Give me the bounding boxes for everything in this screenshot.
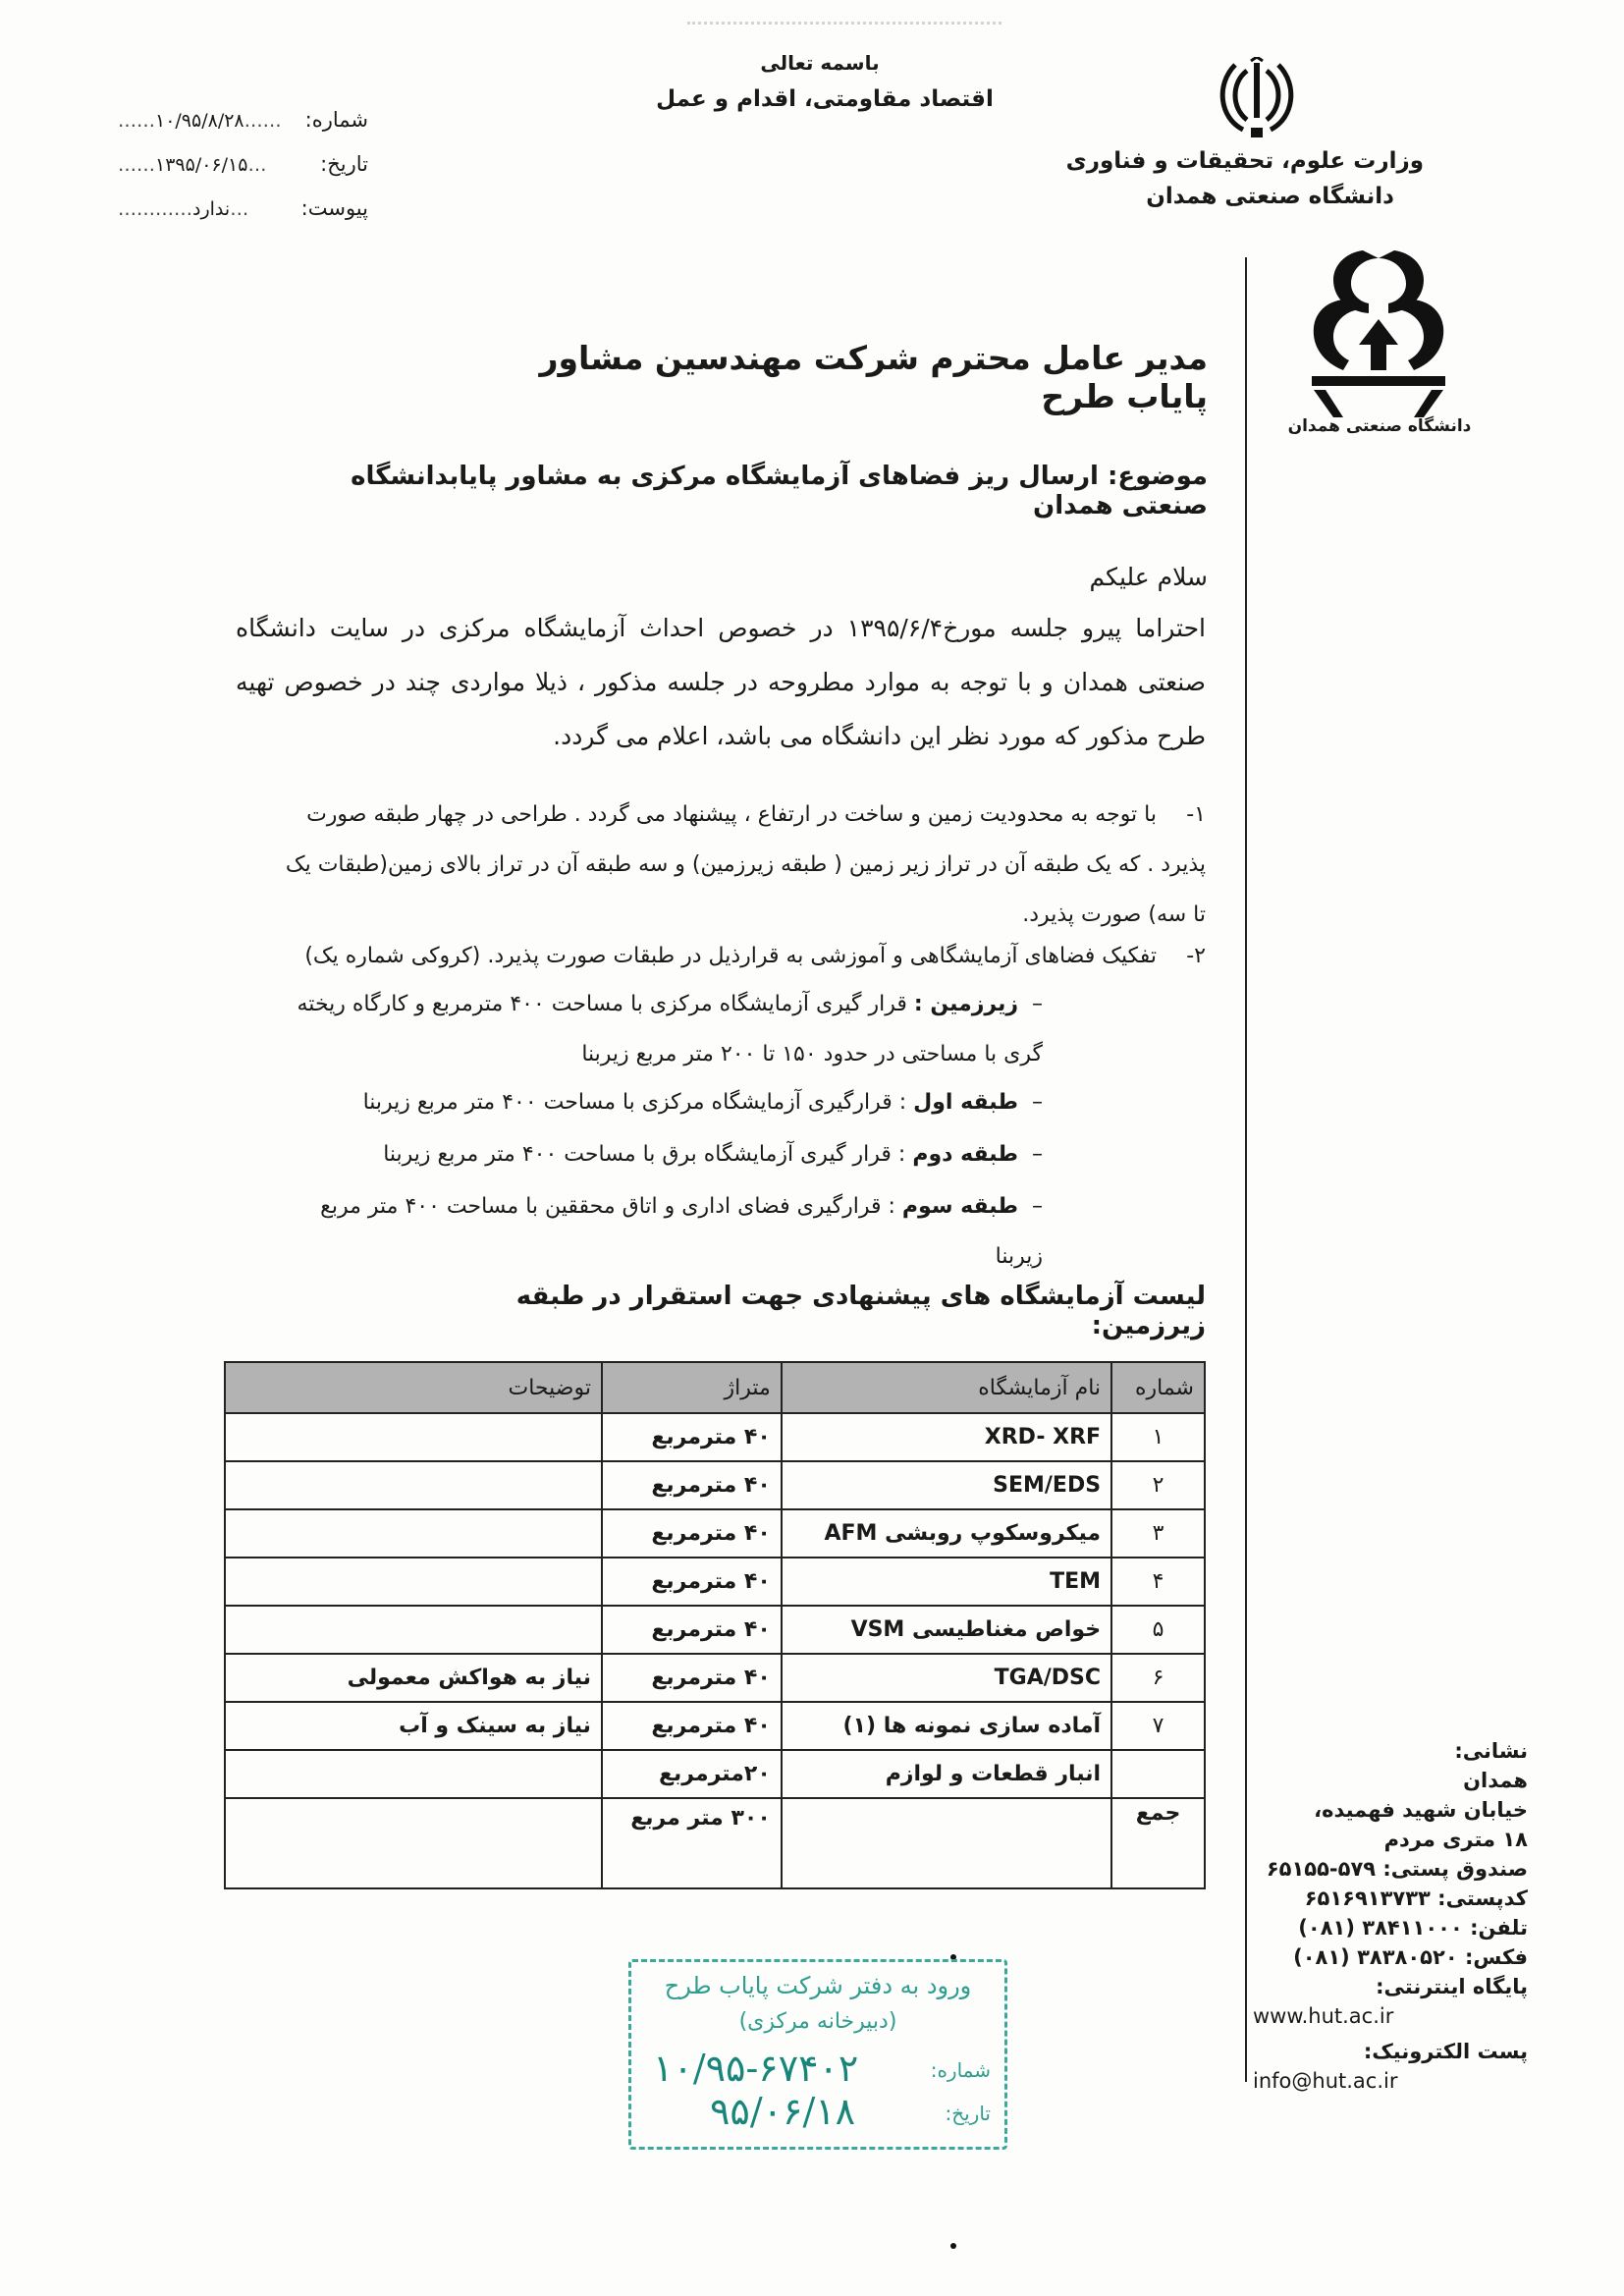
table-row bbox=[225, 1461, 1205, 1509]
ministry-block bbox=[1031, 143, 1424, 214]
address-email-label: پست الکترونیک: bbox=[1363, 2040, 1528, 2063]
lab-area: ۴۰ مترمربع bbox=[602, 1413, 782, 1461]
meta-attachment-value: ندارد bbox=[192, 198, 231, 220]
bismillah: باسمه تعالی bbox=[760, 51, 880, 75]
logo-caption: دانشگاه صنعتی همدان bbox=[1287, 416, 1472, 436]
row-number: ۷ bbox=[1111, 1702, 1205, 1750]
lab-area: ۴۰ مترمربع bbox=[602, 1654, 782, 1702]
lab-table bbox=[224, 1361, 1206, 1889]
body-paragraph: احتراما پیرو جلسه مورخ۱۳۹۵/۶/۴ در خصوص احداث آزمایشگاه مرکزی در سایت دانشگاه صنعتی همدان و با توجه به موارد مطروحه در جلسه مذکور ، ذیلا مواردی چند در خصوص تهیه طرح مذکور که مورد نظر این دانشگاه می باشد، اعلام می گردد. bbox=[236, 614, 1207, 750]
list-item-2 bbox=[285, 931, 1206, 981]
stamp-line2: (دبیرخانه مرکزی) bbox=[738, 2009, 897, 2034]
stamp-number-label: شماره: bbox=[930, 2058, 991, 2082]
meta-date-label: تاریخ: bbox=[320, 152, 368, 176]
lab-notes: نیاز به سینک و آب bbox=[225, 1702, 602, 1750]
scan-speck bbox=[950, 2243, 956, 2249]
item-1-number: ۱- bbox=[1186, 802, 1206, 827]
meta-number: شماره: ……۱۰/۹۵/۸/۲۸…… bbox=[118, 98, 368, 142]
lab-name: XRD- XRF bbox=[782, 1413, 1111, 1461]
row-number: ۱ bbox=[1111, 1413, 1205, 1461]
greeting: سلام علیکم bbox=[1089, 563, 1208, 591]
item-1-text: با توجه به محدودیت زمین و ساخت در ارتفاع ، پیشنهاد می گردد . طراحی در چهار طبقه صورت پذیرد . که یک طبقه آن در تراز زیر زمین ( طبقه زیرزمین) و سه طبقه آن در تراز بالای زمین(طبقات یک تا سه) صورت پذیرد. bbox=[285, 802, 1206, 927]
lab-name: آماده سازی نمونه ها (۱) bbox=[782, 1702, 1111, 1750]
address-street: خیابان شهید فهمیده، bbox=[1314, 1798, 1528, 1822]
lab-name: TEM bbox=[782, 1558, 1111, 1606]
total-empty-cell bbox=[225, 1798, 602, 1888]
list-title: لیست آزمایشگاه های پیشنهادی جهت استقرار در طبقه زیرزمین: bbox=[515, 1282, 1206, 1340]
meta-attachment-label: پیوست: bbox=[300, 196, 368, 220]
row-number: ۳ bbox=[1111, 1509, 1205, 1558]
floor-item: – طبقه اول : قرارگیری آزمایشگاه مرکزی با مساحت ۴۰۰ متر مربع زیربنا bbox=[362, 1090, 1043, 1115]
ministry-name: وزارت علوم، تحقیقات و فناوری bbox=[1065, 148, 1424, 174]
university-name: دانشگاه صنعتی همدان bbox=[1146, 184, 1394, 209]
header-cell: شماره bbox=[1111, 1362, 1205, 1413]
address-web-label: پایگاه اینترنتی: bbox=[1376, 1975, 1528, 1998]
lab-area: ۲۰مترمربع bbox=[602, 1750, 782, 1798]
floor-label: طبقه دوم bbox=[912, 1142, 1018, 1167]
row-number bbox=[1111, 1750, 1205, 1798]
table-row bbox=[225, 1750, 1205, 1798]
row-number: ۴ bbox=[1111, 1558, 1205, 1606]
meta-number-label: شماره: bbox=[304, 108, 368, 132]
table-row bbox=[225, 1702, 1205, 1750]
lab-name: TGA/DSC bbox=[782, 1654, 1111, 1702]
meta-date: تاریخ: ……۱۳۹۵/۰۶/۱۵… bbox=[118, 142, 368, 187]
total-value: ۳۰۰ متر مربع bbox=[602, 1798, 782, 1888]
floor-text: قرار گیری آزمایشگاه مرکزی با مساحت ۴۰۰ مترمربع و کارگاه ریخته گری با مساحتی در حدود ۱۵۰ تا ۲۰۰ متر مربع زیربنا bbox=[297, 992, 1043, 1066]
header-cell: نام آزمایشگاه bbox=[782, 1362, 1111, 1413]
address-postcode: کدپستی: ۶۵۱۶۹۱۳۷۳۳ bbox=[1304, 1886, 1528, 1910]
meta-number-value: ۱۰/۹۵/۸/۲۸ bbox=[155, 110, 244, 132]
floor-item: – طبقه سوم : قرارگیری فضای اداری و اتاق محققین با مساحت ۴۰۰ متر مربع زیربنا bbox=[320, 1194, 1043, 1269]
table-total-row bbox=[225, 1798, 1205, 1888]
table-header-row bbox=[225, 1362, 1205, 1413]
lab-notes bbox=[225, 1413, 602, 1461]
row-number: ۶ bbox=[1111, 1654, 1205, 1702]
item-2-text: تفکیک فضاهای آزمایشگاهی و آموزشی به قرارذیل در طبقات صورت پذیرد. (کروکی شماره یک) bbox=[304, 944, 1157, 968]
floor-item: – طبقه دوم : قرار گیری آزمایشگاه برق با مساحت ۴۰۰ متر مربع زیربنا bbox=[383, 1142, 1043, 1167]
address-fax: فکس: ۳۸۳۸۰۵۲۰ (۰۸۱) bbox=[1293, 1945, 1528, 1969]
lab-area: ۴۰ مترمربع bbox=[602, 1509, 782, 1558]
header-cell: توضیحات bbox=[225, 1362, 602, 1413]
stamp-number-value: ۱۰/۹۵-۶۷۴۰۲ bbox=[653, 2047, 859, 2090]
lab-notes bbox=[225, 1606, 602, 1654]
total-label: جمع bbox=[1111, 1798, 1205, 1888]
floor-text: : قرارگیری آزمایشگاه مرکزی با مساحت ۴۰۰ متر مربع زیربنا bbox=[362, 1090, 907, 1115]
floor-item: – زیرزمین : قرار گیری آزمایشگاه مرکزی با مساحت ۴۰۰ مترمربع و کارگاه ریخته گری با مساحتی در حدود ۱۵۰ تا ۲۰۰ متر مربع زیربنا bbox=[297, 992, 1043, 1066]
lab-name: خواص مغناطیسی VSM bbox=[782, 1606, 1111, 1654]
stamp-date-label: تاریخ: bbox=[945, 2102, 991, 2125]
lab-name: SEM/EDS bbox=[782, 1461, 1111, 1509]
address-title: نشانی: bbox=[1454, 1739, 1528, 1763]
lab-name: میکروسکوپ روبشی AFM bbox=[782, 1509, 1111, 1558]
total-empty-cell bbox=[782, 1798, 1111, 1888]
lab-area: ۴۰ مترمربع bbox=[602, 1702, 782, 1750]
list-item-1 bbox=[285, 790, 1206, 940]
header-cell: متراژ bbox=[602, 1362, 782, 1413]
website-link[interactable]: www.hut.ac.ir bbox=[1253, 2004, 1394, 2028]
university-logo-icon bbox=[1304, 250, 1453, 417]
floor-text: : قرارگیری فضای اداری و اتاق محققین با مساحت ۴۰۰ متر مربع زیربنا bbox=[320, 1194, 1043, 1269]
lab-area: ۴۰ مترمربع bbox=[602, 1606, 782, 1654]
address-pobox: صندوق پستی: ۵۷۹-۶۵۱۵۵ bbox=[1266, 1857, 1528, 1881]
email-link[interactable]: info@hut.ac.ir bbox=[1253, 2069, 1398, 2093]
lab-notes bbox=[225, 1558, 602, 1606]
iran-emblem-icon bbox=[1218, 57, 1296, 139]
margin-divider bbox=[1245, 257, 1247, 2082]
recipient: مدیر عامل محترم شرکت مهندسین مشاور پایاب طرح bbox=[539, 339, 1208, 415]
letter-meta bbox=[118, 98, 368, 231]
lab-notes bbox=[225, 1509, 602, 1558]
stamp-date-value: ۹۵/۰۶/۱۸ bbox=[710, 2090, 856, 2133]
floor-label: طبقه اول bbox=[913, 1090, 1018, 1115]
table-row bbox=[225, 1509, 1205, 1558]
address-block bbox=[1253, 1736, 1528, 2096]
lab-name: انبار قطعات و لوازم bbox=[782, 1750, 1111, 1798]
meta-attachment: پیوست: …………ندارد… bbox=[118, 187, 368, 231]
address-city: همدان bbox=[1463, 1769, 1528, 1792]
lab-notes: نیاز به هواکش معمولی bbox=[225, 1654, 602, 1702]
stamp-line1: ورود به دفتر شرکت پایاب طرح bbox=[664, 1972, 972, 1999]
floor-text: : قرار گیری آزمایشگاه برق با مساحت ۴۰۰ متر مربع زیربنا bbox=[383, 1142, 906, 1167]
lab-notes bbox=[225, 1750, 602, 1798]
floor-label: طبقه سوم bbox=[901, 1194, 1018, 1219]
table-row bbox=[225, 1413, 1205, 1461]
lab-area: ۴۰ مترمربع bbox=[602, 1558, 782, 1606]
lab-area: ۴۰ مترمربع bbox=[602, 1461, 782, 1509]
meta-date-value: ۱۳۹۵/۰۶/۱۵ bbox=[155, 154, 248, 176]
address-phone: تلفن: ۳۸۴۱۱۰۰۰ (۰۸۱) bbox=[1298, 1916, 1528, 1940]
row-number: ۵ bbox=[1111, 1606, 1205, 1654]
item-2-number: ۲- bbox=[1186, 944, 1206, 968]
scan-artifact-line bbox=[687, 0, 1001, 25]
received-stamp bbox=[628, 1959, 1007, 2150]
address-road: ۱۸ متری مردم bbox=[1383, 1828, 1528, 1851]
table-row bbox=[225, 1558, 1205, 1606]
row-number: ۲ bbox=[1111, 1461, 1205, 1509]
subject: موضوع: ارسال ریز فضاهای آزمایشگاه مرکزی به مشاور پایابدانشگاه صنعتی همدان bbox=[351, 462, 1208, 520]
motto: اقتصاد مقاومتی، اقدام و عمل bbox=[656, 86, 994, 112]
table-row bbox=[225, 1606, 1205, 1654]
floor-label: زیرزمین : bbox=[913, 992, 1018, 1016]
lab-notes bbox=[225, 1461, 602, 1509]
table-row bbox=[225, 1654, 1205, 1702]
